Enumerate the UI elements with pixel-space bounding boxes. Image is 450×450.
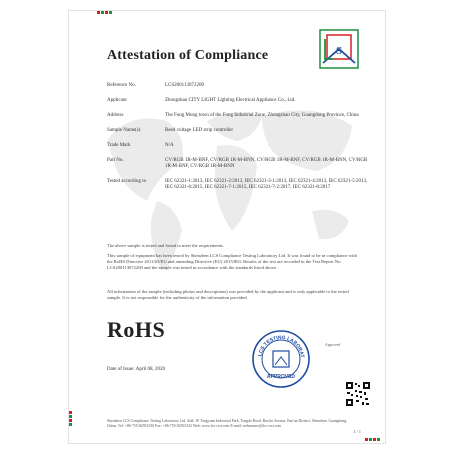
compliance-paragraph: This sample of equipment has been tested by Shenzhen LCS Compliance Testing Laboratory Ltd. It was found to be in compliance with the RoHS Directive 2011/65/EU and amending Directive (EU) 2015/863. Results of the test are recorded in the Test Report No. LCS200113072200 and the sample was tested in accordance with the standards listed above. — [107, 253, 357, 271]
document-title: Attestation of Compliance — [107, 48, 269, 63]
seal-sub: APPROVED — [266, 374, 296, 380]
top-left-stripe — [97, 11, 113, 14]
issue-date: Date of Issue: April 08, 2020 — [107, 367, 166, 372]
field-label: Reference No. — [107, 83, 136, 88]
lcs-logo-icon — [319, 29, 359, 69]
qr-code-icon — [345, 381, 371, 407]
seal-text: LCS TESTING LABORAT — [257, 334, 305, 359]
field-label: Trade Mark — [107, 143, 131, 148]
field-value: The Fong Mong town of the Fong Industrial Zone, Zhongshan City, Guangdong Province, China — [165, 113, 359, 118]
approval-seal-icon — [251, 329, 311, 389]
certificate-page — [68, 10, 386, 444]
field-label: Sample Name(s) — [107, 128, 141, 133]
field-row-sample-name — [107, 128, 375, 134]
field-row-address — [107, 113, 375, 119]
field-list — [107, 83, 375, 200]
field-value: Zhongshan CITY LIGHT Lighting Electrical Appliance Co., Ltd. — [165, 98, 296, 103]
field-row-reference — [107, 83, 375, 89]
approval-annotation: Approved — [325, 343, 341, 347]
footer-address: Shenzhen LCS Compliance Testing Laboratory Ltd. Add: 1F Xingyuan Industrial Park, Tongda Road, Bao'an Avenue, Bao'an District, Shenzhen, Guangdong, China. Tel: +86-755-82591330 Fax: +86-755-82591332 Web: www.lcs-cert.com E-mail: webmaster@lcs-cert.com — [107, 419, 348, 428]
field-value: IEC 62321-1:2013, IEC 62321-2:2013, IEC 62321-3-1:2013, IEC 62321-4:2013, IEC 62321-5:2013, IEC 62321-6:2015, IEC 62321-7-1:2015, IEC 62321-7-2:2017, IEC 62321-8:2017 — [165, 179, 368, 190]
field-value: CV/RGB 1R-M-BNF, CV/RGB 1R-M-BNN, CV/RGB 1R-M-BNF, CV/RGB 1R-M-BNN, CV/RGB 1R-M-BNF, CV/RGB 1R-M-BNN — [165, 158, 368, 169]
svg-text:S: S — [335, 45, 343, 57]
field-label: Tested according to — [107, 179, 147, 184]
disclaimer-paragraph: All information of the sample (including photos and descriptions) was provided by the applicant and is only applicable to the tested sample. It is not responsible for the authenticity of the information provided. — [107, 289, 349, 301]
field-row-tested-according — [107, 179, 375, 191]
bottom-right-stripe — [365, 438, 381, 441]
field-value: N/A — [165, 143, 174, 148]
page-number: 1 / 1 — [353, 429, 362, 434]
field-label: Part No. — [107, 158, 124, 163]
field-label: Applicant — [107, 98, 127, 103]
rohs-mark: RoHS — [107, 317, 166, 342]
bottom-left-stripe — [69, 411, 73, 427]
field-value: Reed voltage LED strip controller — [165, 128, 234, 133]
field-label: Address — [107, 113, 124, 118]
compliance-note: The above sample is tested and found to meet the requirements. — [107, 243, 224, 248]
field-row-trade-mark — [107, 143, 375, 149]
svg-text:LCS TESTING LABORATORY — [251, 329, 305, 358]
field-value: LCS200113072200 — [165, 83, 204, 88]
field-row-applicant — [107, 98, 375, 104]
field-row-part-no — [107, 158, 375, 170]
